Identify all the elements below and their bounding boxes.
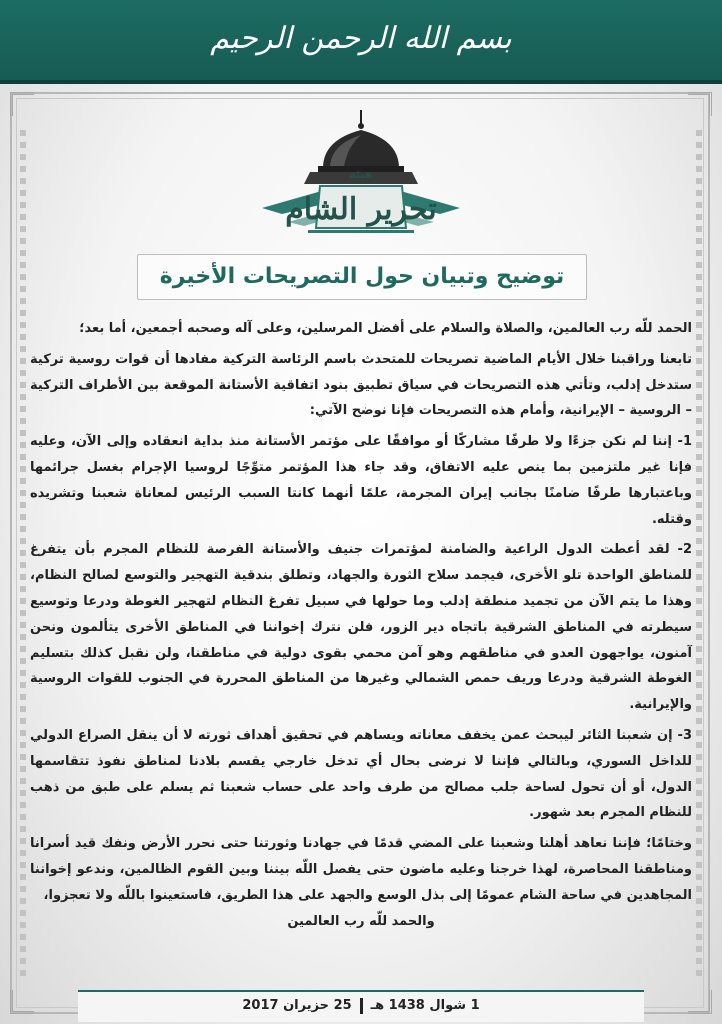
title-frame	[137, 254, 587, 300]
intro-paragraph: تابعنا وراقبنا خلال الأيام الماضية تصريحات للمتحدث باسم الرئاسة التركية مفادها أن قوات روسية تركية ستدخل إدلب، وتأتي هذه التصريحات في سياق تطبيق بنود اتفاقية الأستانة الموقعة بين الأطراف التركية – الروسية – الإيرانية، وأمام هذه التصريحات فإنا نوضح الآتي:	[30, 351, 692, 419]
date-line	[78, 992, 644, 1022]
hijri-date: 1 شوال 1438 هـ	[370, 998, 480, 1013]
conclusion-paragraph: وختامًا؛ فإننا نعاهد أهلنا وشعبنا على المضي قدمًا في جهادنا وثورتنا حتى نحرر الأرض ونفك قيد أسرانا ومناطقنا المحاصرة، لهذا خرجنا وعليه ماضون حتى يفصل اللّه بيننا وبين القوم الظالمين، وندعو إخواننا المجاهدين في ساحة الشام عمومًا إلى بذل الوسع والجهد على هذا الطريق، فاستعينوا باللّه ولا تعجزوا،	[30, 836, 692, 903]
header-underline	[0, 80, 722, 84]
frame-corner-ornament	[10, 990, 34, 1014]
organization-logo	[248, 110, 474, 240]
point-1-paragraph: 1- إننا لم نكن جزءًا ولا طرفًا مشاركًا أو موافقًا على مؤتمر الأستانة منذ بداية انعقاده وإلى الآن، وعليه فإنا غير ملتزمين بما ينص عليه الاتفاق، وقد جاء هذا المؤتمر متوِّجًا لروسيا الإجرام بغسل جرائمها وباعتبارها طرفًا ضامنًا بجانب إيران المجرمة، علمًا أنهما كانتا السبب الرئيس لمعاناة شعبنا وتشريده وقتله.	[30, 434, 692, 527]
logo-organization-name: تحرير الشام	[285, 192, 437, 227]
date-separator	[360, 998, 363, 1014]
frame-corner-ornament	[688, 990, 712, 1014]
date-footer	[78, 990, 644, 1022]
basmala: بسم الله الرحمن الرحيم	[210, 21, 512, 56]
closing-line: والحمد للّه رب العالمين	[287, 913, 435, 929]
frame-corner-ornament	[10, 92, 34, 116]
gregorian-date: 25 حزيران 2017	[242, 998, 352, 1013]
document-title: توضيح وتبيان حول التصريحات الأخيرة	[159, 264, 565, 289]
frame-corner-ornament	[688, 92, 712, 116]
document-body	[30, 316, 692, 934]
point-3-paragraph: 3- إن شعبنا الثائر ليبحث عمن يخفف معاناته ويساهم في تحقيق أهداف ثورته لا أن ينقل الصراع الدولي للداخل السوري، وبالتالي فإننا لا نرضى بحال أي تدخل خارجي يقسم بلادنا لمناطق نفوذ تتقاسمها الدول، أو أن تحول لساحة جلب مصالح من طرف واحد على حساب شعبنا ثم يسلم على طبق من ذهب للنظام المجرم بعد شهور.	[30, 727, 692, 821]
point-2-paragraph: 2- لقد أعطت الدول الراعية والضامنة لمؤتمرات جنيف والأستانة الفرصة للنظام المجرم بأن يتفرغ للمناطق الواحدة تلو الأخرى، فيجمد سلاح الثورة والجهاد، وتطلق بندقية التهجير والتوسع لصالح النظام، وهذا ما يتم الآن من تجميد منطقة إدلب وما حولها في سبيل تفرغ النظام لتهجير الغوطة ودرعا وتوسيع سيطرته في المناطق الشرقية باتجاه دير الزور، فلن نترك إخواننا في المناطق الأخرى يتألمون ونحن آمنون، يواجهون العدو في مناطقهم وهو آمن محمي بقوى دولية في مناطقنا، ولن نقبل كذلك بتسليم الغوطة الشرقية ودرعا وريف حمص الشمالي وغيرها من المناطق المحررة في الجنوب للقوات الروسية والإيرانية.	[30, 542, 692, 713]
opening-paragraph: الحمد للّه رب العالمين، والصلاة والسلام على أفضل المرسلين، وعلى آله وصحبه أجمعين، أما بعد؛	[79, 321, 692, 336]
frame-side-pattern	[696, 130, 702, 980]
frame-side-pattern	[20, 130, 26, 980]
logo-label-small: هيئة	[349, 168, 373, 181]
